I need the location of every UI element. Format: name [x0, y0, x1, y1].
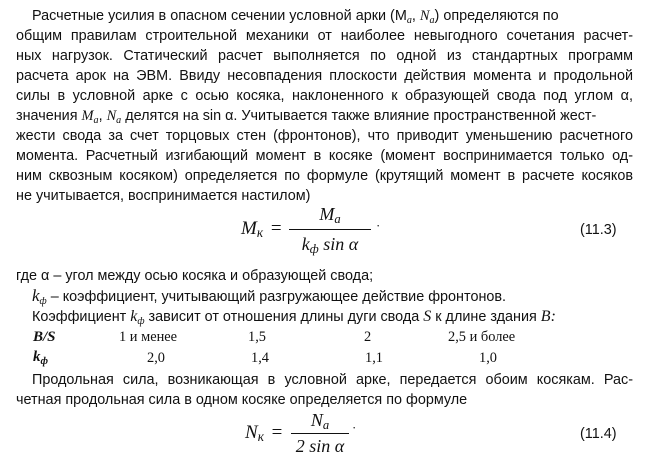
formula-11-3-number: (11.3): [580, 222, 617, 238]
formula-11-4-denominator: 2 sin α: [295, 436, 345, 456]
p1-line-3: ных нагрузок. Статический расчет выполняется по одной из стандартных программ: [16, 48, 633, 64]
formula-11-4-dot: ·: [352, 420, 357, 435]
table-row1-cell: 1 и менее: [119, 329, 178, 345]
formula-11-4-number: (11.4): [580, 426, 617, 442]
p1-line-7: жести свода за счет торцовых стен (фронтонов), что приводит уменьшению расчетного: [16, 128, 633, 144]
table-row2-cell: 1,1: [365, 350, 383, 366]
formula-11-3-numerator: $M_a$: [319, 204, 341, 226]
p2-line-2: четная продольная сила в одном косяке определяется по формуле: [16, 392, 468, 408]
p1-line-2: общим правилам строительной механики от наиболее невыгодного сочетания расчет-: [16, 28, 633, 44]
coef-sentence: Коэффициент $k_ф$ зависит от отношения длины дуги свода S к длине здания B:: [32, 308, 556, 327]
p1-line-10: не учитывается, воспринимается настилом): [16, 188, 311, 204]
where-alpha-line: где α – угол между осью косяка и образующей свода;: [16, 268, 374, 284]
formula-11-3-fraction-bar: [289, 229, 371, 230]
formula-11-3-dot: ·: [376, 218, 381, 233]
table-row1-cell: 1,5: [248, 329, 266, 345]
p1-line-8: момента. Расчетный изгибающий момент в косяке (момент воспринимается только од-: [16, 148, 633, 164]
p2-line-1: Продольная сила, возникающая в условной арке, передается обоим косякам. Рас-: [32, 372, 633, 388]
table-row1-cell: 2,5 и более: [448, 329, 516, 345]
table-row2-cell: 1,4: [251, 350, 269, 366]
table-row2-cell: 1,0: [479, 350, 497, 366]
formula-11-4-fraction-bar: [291, 433, 349, 434]
formula-11-4-numerator: $N_a$: [310, 410, 330, 432]
table-row1-cell: 2: [364, 329, 372, 345]
p1-line-4: расчета арок на ЭВМ. Ввиду несовпадения плоскости действия момента и продольной: [16, 68, 633, 84]
p1-line-5: силы в условной арке с осью косяка, наклоненного к образующей свода под углом α,: [16, 88, 633, 104]
formula-11-3-denominator: $k_ф$ sin α: [301, 234, 359, 256]
where-kf-line: $k_ф$ – коэффициент, учитывающий разгружающее действие фронтонов.: [32, 286, 507, 307]
table-row2-cell: 2,0: [147, 350, 165, 366]
p1-line-9: ним сквозным косяком) определяется по формуле (крутящий момент в расчете косяков: [16, 168, 633, 184]
formula-11-4-lhs: $N_к$ =: [245, 422, 283, 444]
formula-11-3-lhs: $M_к$ =: [241, 218, 282, 240]
table-row2-label: $k_ф$: [33, 349, 49, 367]
p1-line-6: значения $M_a$, $N_a$ делятся на sin α. Учитывается также влияние пространственной жест-: [16, 108, 597, 126]
table-row1-label: B/S: [33, 329, 56, 345]
p1-line-1: Расчетные усилия в опасном сечении условной арки ($M_a$, $N_a$) определяются по: [32, 8, 559, 26]
